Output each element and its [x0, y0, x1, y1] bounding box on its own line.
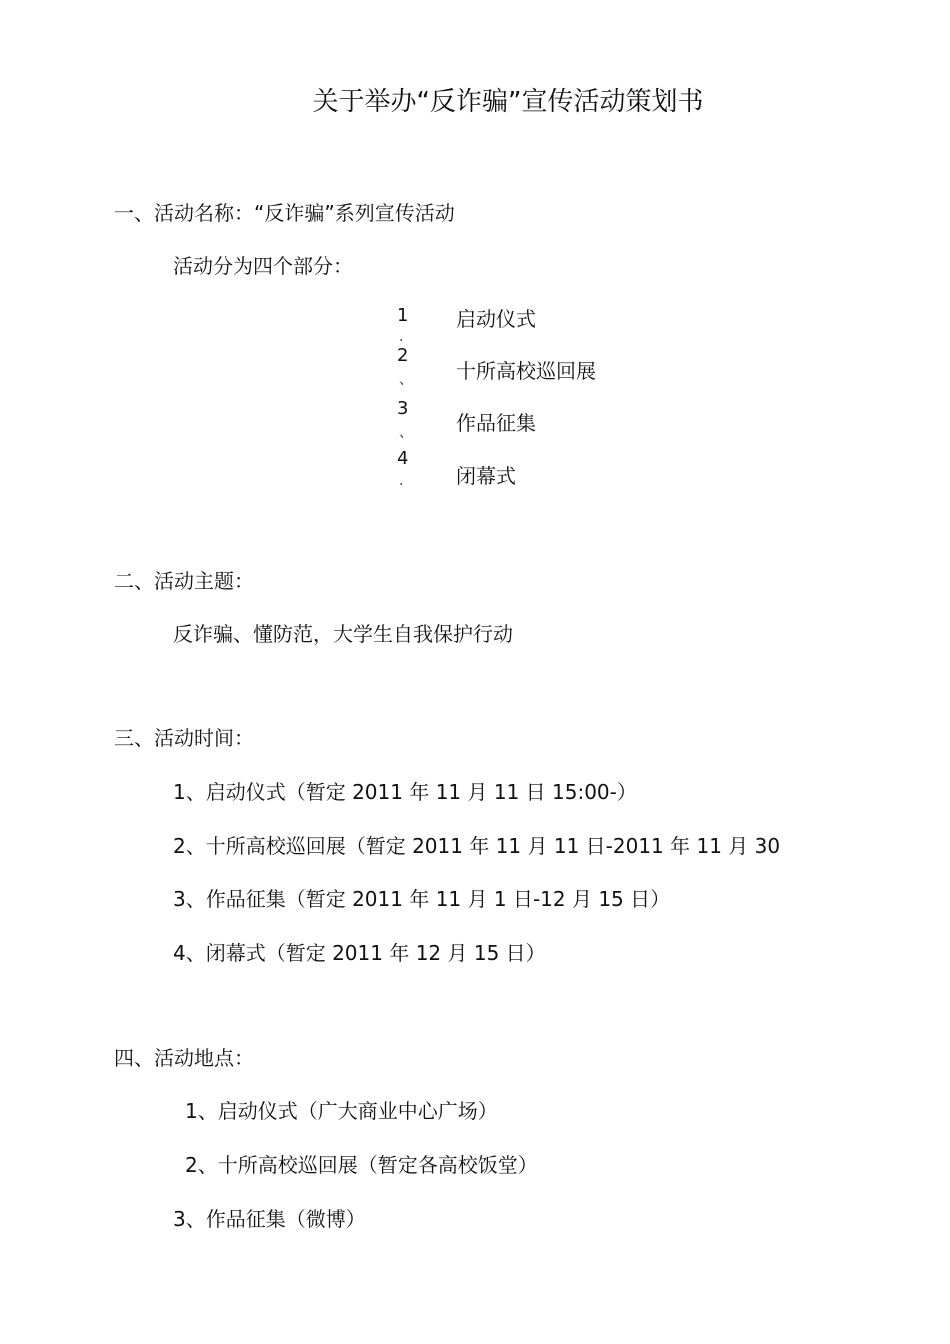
part-number-2: 2	[397, 345, 409, 366]
part-number-1: 1	[397, 305, 409, 326]
location-item-2: 2、十所高校巡回展（暂定各高校饭堂）	[185, 1153, 538, 1177]
section-heading-location: 四、活动地点：	[114, 1046, 254, 1070]
part-separator-4: .	[399, 473, 404, 489]
part-number-3: 3	[397, 398, 409, 419]
section-heading-activity-name: 一、活动名称：“反诈骗”系列宣传活动	[114, 201, 455, 225]
part-separator-2: 、	[399, 372, 413, 388]
time-item-2: 2、十所高校巡回展（暂定 2011 年 11 月 11 日-2011 年 11 月 30	[173, 834, 781, 858]
part-label-1: 启动仪式	[456, 307, 536, 331]
section-intro-parts: 活动分为四个部分：	[173, 254, 353, 278]
time-item-1: 1、启动仪式（暂定 2011 年 11 月 11 日 15:00-）	[173, 780, 637, 804]
section-heading-theme: 二、活动主题：	[114, 569, 254, 593]
location-item-1: 1、启动仪式（广大商业中心广场）	[185, 1099, 498, 1123]
part-separator-1: .	[399, 329, 404, 345]
document-title: 关于举办“反诈骗”宣传活动策划书	[312, 87, 704, 117]
location-item-3: 3、作品征集（微博）	[173, 1207, 366, 1231]
part-label-4: 闭幕式	[456, 464, 516, 488]
part-label-3: 作品征集	[456, 411, 536, 435]
theme-text: 反诈骗、懂防范，大学生自我保护行动	[173, 622, 513, 646]
part-label-2: 十所高校巡回展	[456, 359, 596, 383]
part-separator-3: 、	[399, 425, 413, 441]
time-item-4: 4、闭幕式（暂定 2011 年 12 月 15 日）	[173, 941, 546, 965]
time-item-3: 3、作品征集（暂定 2011 年 11 月 1 日-12 月 15 日）	[173, 887, 671, 911]
section-heading-time: 三、活动时间：	[114, 726, 254, 750]
part-number-4: 4	[397, 448, 409, 469]
